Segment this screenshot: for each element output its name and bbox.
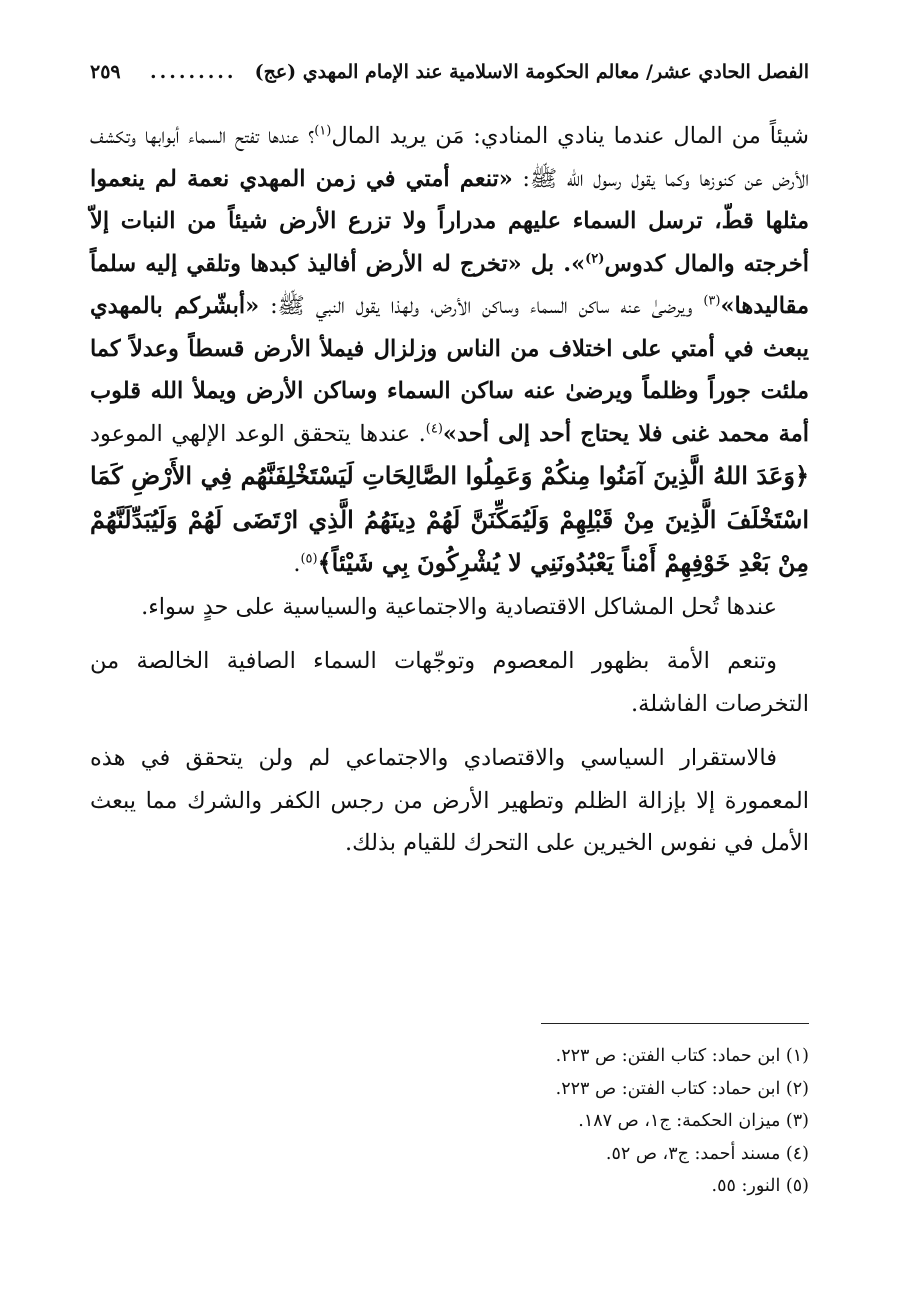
- paragraph: [90, 115, 809, 586]
- footnote-ref-1[interactable]: (١): [314, 123, 332, 139]
- footnote-4: (٤) مسند أحمد: ج٣، ص ٥٢.: [605, 1143, 809, 1164]
- footnote-ref-5[interactable]: (٥): [300, 551, 318, 567]
- hadith-quote: «تخرج له الأرض أفاليذ كبدها وتلقي إليه سلماً مقاليدها»: [90, 250, 809, 319]
- text-run: ويرضىٰ عنه ساكن السماء وساكن الأرض، ولهذا يقول النبي ﷺ:: [259, 293, 704, 319]
- page-number: ٢٥٩: [90, 61, 121, 83]
- footnote-ref-2[interactable]: (٢): [585, 251, 605, 266]
- footnote-5: (٥) النور: ٥٥.: [711, 1176, 809, 1196]
- text-run: شيئاً من المال عندما ينادي المنادي: مَن يريد المال: [331, 123, 809, 149]
- header-leader-dots: .........: [150, 61, 237, 83]
- hadith-quote: «تنعم أمتي في زمن المهدي نعمة لم ينعموا مثلها قطّ، ترسل السماء عليهم مدراراً ولا تزرع الأرض شيئاً من النبات إلاّ أخرجته والمال كدوس: [90, 165, 810, 277]
- paragraph: عندها تُحل المشاكل الاقتصادية والاجتماعية والسياسية على حدٍ سواء.: [141, 593, 777, 620]
- running-header: [90, 52, 809, 92]
- footnote-3: (٣) ميزان الحكمة: ج١، ص ١٨٧.: [578, 1111, 809, 1131]
- text-run: . عندها يتحقق الوعد الإلهي الموعود: [90, 420, 426, 447]
- text-run: ؟ عندها تفتح السماء أبوابها وتكشف الأرض عن كنوزها وكما يقول رسول الله ﷺ:: [90, 123, 810, 192]
- text-run: .: [293, 551, 301, 577]
- footnote-ref-4[interactable]: (٤): [425, 421, 443, 436]
- footnotes: [300, 1040, 809, 1203]
- paragraph: فالاستقرار السياسي والاقتصادي والاجتماعي لم ولن يتحقق في هذه المعمورة إلا بإزالة الظلم وتطهير الأرض من رجس الكفر والشرك مما يبعث الأمل في نفوس الخيرين على التحرك للقيام بذلك.: [90, 745, 809, 856]
- paragraph: وتنعم الأمة بظهور المعصوم وتوجّهات السماء الصافية الخالصة من التخرصات الفاشلة.: [90, 648, 809, 717]
- footnote-ref-3[interactable]: (٣): [703, 293, 721, 309]
- body-text: [90, 115, 809, 865]
- footnote-1: (١) ابن حماد: كتاب الفتن: ص ٢٢٣.: [555, 1046, 809, 1066]
- hadith-quote: «أبشّركم بالمهدي يبعث في أمتي على اختلاف من الناس وزلزال فيملأ الأرض قسطاً وعدلاً كما ملئت جوراً وظلماً ويرضىٰ عنه ساكن السماء وساكن الأرض ويملأ الله قلوب أمة محمد غنى فلا يحتاج أحد إلى أحد»: [90, 293, 810, 447]
- quran-verse: ﴿وَعَدَ اللهُ الَّذِينَ آمَنُوا مِنكُمْ وَعَمِلُوا الصَّالِحَاتِ لَيَسْتَخْلِفَنَّهُم فِي الأَرْضِ كَمَا اسْتَخْلَفَ الَّذِينَ مِنْ قَبْلِهِمْ وَلَيُمَكِّنَنَّ لَهُمْ دِينَهُمُ الَّذِي ارْتَضَى لَهُمْ وَلَيُبَدِّلَنَّهُمْ مِنْ بَعْدِ خَوْفِهِمْ أَمْناً يَعْبُدُونَنِي لا يُشْرِكُونَ بِي شَيْئاً﴾: [90, 461, 809, 577]
- text-run: ». بل: [521, 250, 586, 277]
- chapter-title: الفصل الحادي عشر/ معالم الحكومة الاسلامية عند الإمام المهدي (عج): [254, 61, 809, 83]
- footnote-separator: [541, 1023, 809, 1024]
- footnote-2: (٢) ابن حماد: كتاب الفتن: ص ٢٢٣.: [555, 1078, 809, 1099]
